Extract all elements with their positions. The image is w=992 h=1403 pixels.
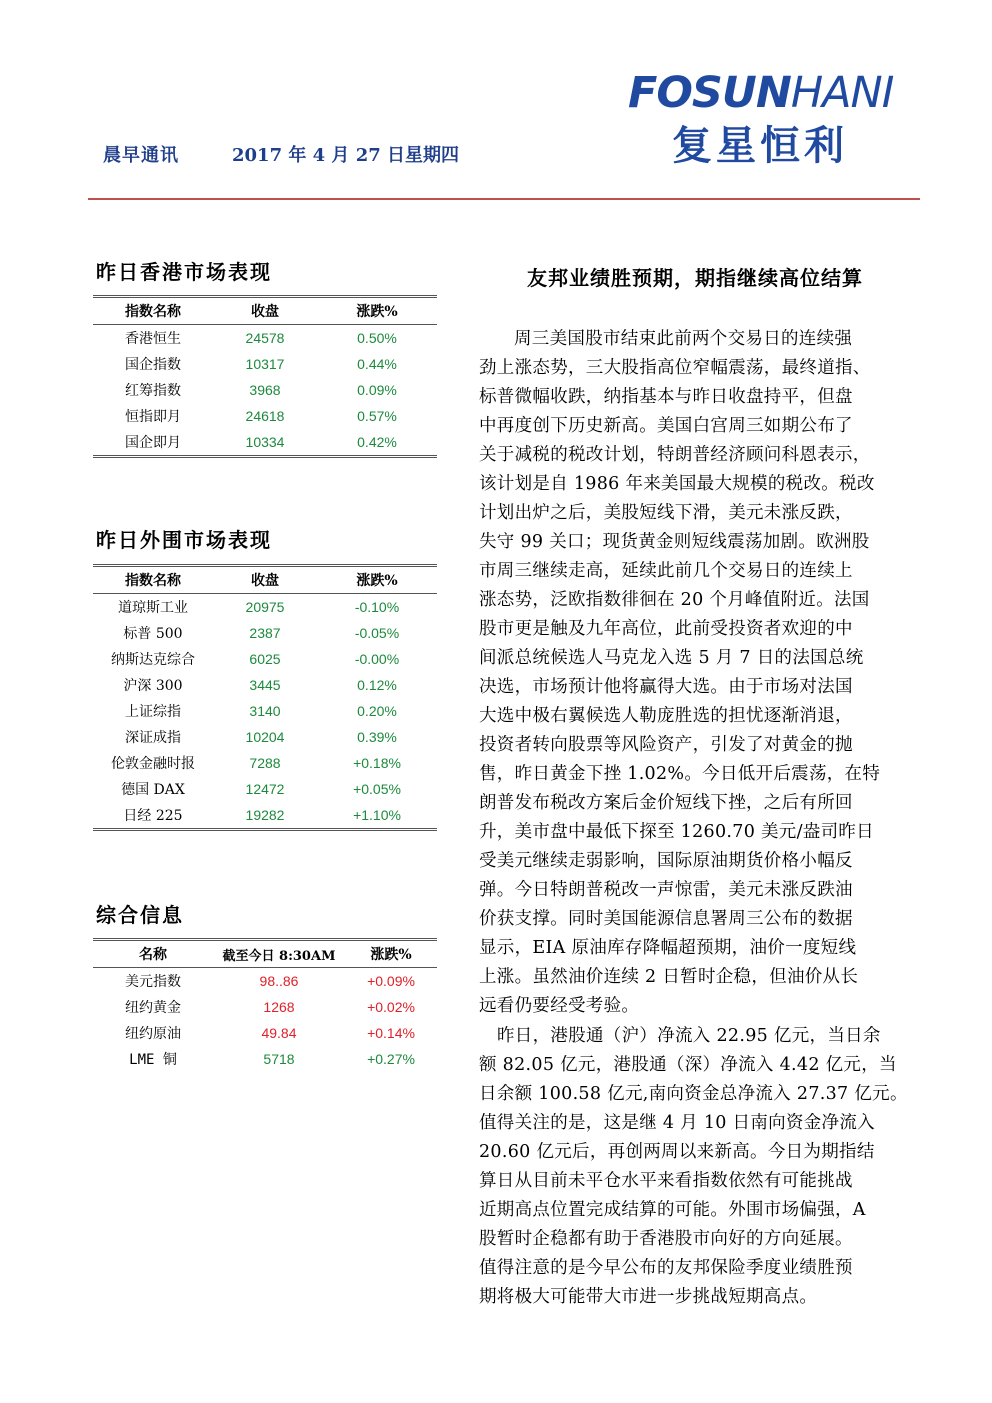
article-title: 友邦业绩胜预期，期指继续高位结算 — [527, 266, 863, 290]
table-row — [93, 377, 437, 403]
index-change: 0.50% — [357, 330, 397, 346]
article-line: 朗普发布税改方案后金价短线下挫，之后有所回 — [479, 793, 853, 813]
article-line: 周三美国股市结束此前两个交易日的连续强 — [514, 329, 853, 349]
article-line: 日余额 100.58 亿元,南向资金总净流入 27.37 亿元。 — [479, 1084, 908, 1104]
foreign-market-title: 昨日外围市场表现 — [96, 528, 272, 552]
index-name: 国企指数 — [125, 357, 181, 373]
index-name: 沪深 300 — [123, 678, 183, 694]
table-row — [93, 1046, 437, 1072]
article-line: 间派总统候选人马克龙入选 5 月 7 日的法国总统 — [479, 648, 864, 668]
col-header-change: 涨跌% — [356, 573, 398, 589]
table-row — [93, 776, 437, 802]
article-line: 股暂时企稳都有助于香港股市向好的方向延展。 — [479, 1229, 853, 1249]
index-name: 纳斯达克综合 — [111, 652, 195, 668]
table-header — [93, 295, 437, 325]
article-line: 显示，EIA 原油库存降幅超预期，油价一度短线 — [479, 938, 857, 958]
article-line: 值得关注的是，这是继 4 月 10 日南向资金净流入 — [479, 1113, 875, 1133]
index-close: 19282 — [245, 807, 285, 823]
table-header — [93, 938, 437, 968]
general-info-title: 综合信息 — [96, 903, 184, 927]
article-line: 市周三继续走高，延续此前几个交易日的连续上 — [479, 561, 853, 581]
article-line: 额 82.05 亿元，港股通（深）净流入 4.42 亿元，当 — [479, 1055, 897, 1075]
article-line: 大选中极右翼候选人勒庞胜选的担忧逐渐消退， — [479, 706, 853, 726]
table-row — [93, 594, 437, 620]
report-type: 晨早通讯 — [103, 145, 179, 166]
item-name: 美元指数 — [125, 974, 181, 990]
col-header-change: 涨跌% — [356, 304, 398, 320]
table-row — [93, 429, 437, 455]
index-name: 恒指即月 — [125, 409, 181, 425]
index-close: 20975 — [245, 599, 285, 615]
article-line: 弹。今日特朗普税改一声惊雷，美元未涨反跌油 — [479, 880, 853, 900]
logo-en-light: HANI — [790, 68, 894, 118]
article-line: 受美元继续走弱影响，国际原油期货价格小幅反 — [479, 851, 853, 871]
article-line: 值得注意的是今早公布的友邦保险季度业绩胜预 — [479, 1258, 853, 1278]
company-logo-en — [628, 68, 893, 118]
article-line: 远看仍要经受考验。 — [479, 996, 640, 1016]
item-value: 98..86 — [259, 973, 299, 989]
item-value: 5718 — [263, 1051, 295, 1067]
index-change: 0.39% — [357, 729, 397, 745]
index-close: 7288 — [249, 755, 281, 771]
article-line: 期将极大可能带大市进一步挑战短期高点。 — [479, 1287, 818, 1307]
index-name: 深证成指 — [125, 730, 181, 746]
foreign-market-table — [93, 564, 437, 831]
article-line: 关于减税的税改计划，特朗普经济顾问科恩表示， — [479, 445, 871, 465]
article-line: 上涨。虽然油价连续 2 日暂时企稳，但油价从长 — [479, 967, 859, 987]
table-row — [93, 403, 437, 429]
article-line: 股市更是触及九年高位，此前受投资者欢迎的中 — [479, 619, 853, 639]
article-line: 失守 99 关口；现货黄金则短线震荡加剧。欧洲股 — [479, 532, 870, 552]
article-line: 售，昨日黄金下挫 1.02%。今日低开后震荡，在特 — [479, 764, 881, 784]
article-line: 升，美市盘中最低下探至 1260.70 美元/盎司昨日 — [479, 822, 874, 842]
index-close: 10317 — [245, 356, 285, 372]
table-row — [93, 672, 437, 698]
index-name: 红筹指数 — [125, 383, 181, 399]
article-line: 价获支撑。同时美国能源信息署周三公布的数据 — [479, 909, 853, 929]
logo-en-bold: FOSUN — [628, 68, 791, 118]
article-line: 算日从目前未平仓水平来看指数依然有可能挑战 — [479, 1171, 853, 1191]
table-row — [93, 1020, 437, 1046]
table-row — [93, 698, 437, 724]
company-logo-cn: 复星恒利 — [672, 123, 848, 169]
table-row — [93, 750, 437, 776]
item-value: 49.84 — [261, 1025, 297, 1041]
table-row — [93, 994, 437, 1020]
index-close: 6025 — [249, 651, 281, 667]
col-header-name: 名称 — [139, 947, 167, 963]
index-close: 3140 — [249, 703, 281, 719]
table-row — [93, 620, 437, 646]
index-close: 3445 — [249, 677, 281, 693]
article-line: 涨态势，泛欧指数徘徊在 20 个月峰值附近。法国 — [479, 590, 870, 610]
index-change: 0.12% — [357, 677, 397, 693]
index-close: 3968 — [249, 382, 281, 398]
item-name: LME 铜 — [129, 1052, 177, 1068]
article-line: 投资者转向股票等风险资产，引发了对黄金的抛 — [479, 735, 853, 755]
article-paragraph-1 — [479, 325, 907, 1021]
index-close: 24578 — [245, 330, 285, 346]
item-change: +0.14% — [367, 1025, 415, 1041]
table-row — [93, 325, 437, 351]
col-header-name: 指数名称 — [125, 304, 181, 320]
general-info-table — [93, 938, 437, 1072]
article-line: 该计划是自 1986 年来美国最大规模的税改。税改 — [479, 474, 875, 494]
index-close: 2387 — [249, 625, 281, 641]
index-change: 0.44% — [357, 356, 397, 372]
table-header — [93, 564, 437, 594]
hk-market-table — [93, 295, 437, 458]
table-row — [93, 802, 437, 828]
col-header-close: 收盘 — [251, 573, 279, 589]
hk-market-rows — [93, 325, 437, 458]
index-close: 10204 — [245, 729, 285, 745]
index-change: -0.10% — [354, 599, 400, 615]
index-change: -0.00% — [354, 651, 400, 667]
index-name: 上证综指 — [125, 704, 181, 720]
index-name: 道琼斯工业 — [118, 600, 188, 616]
article-line: 近期高点位置完成结算的可能。外围市场偏强，A — [479, 1200, 866, 1220]
index-change: 0.09% — [357, 382, 397, 398]
index-change: 0.20% — [357, 703, 397, 719]
item-name: 纽约黄金 — [125, 1000, 181, 1016]
index-close: 24618 — [245, 408, 285, 424]
table-row — [93, 646, 437, 672]
index-change: -0.05% — [354, 625, 400, 641]
article-line: 中再度创下历史新高。美国白宫周三如期公布了 — [479, 416, 853, 436]
hk-market-title: 昨日香港市场表现 — [96, 260, 272, 284]
index-name: 标普 500 — [123, 626, 183, 642]
article-line: 决选，市场预计他将赢得大选。由于市场对法国 — [479, 677, 853, 697]
general-info-rows — [93, 968, 437, 1072]
index-change: +1.10% — [353, 807, 401, 823]
item-name: 纽约原油 — [125, 1026, 181, 1042]
col-header-close: 收盘 — [251, 304, 279, 320]
table-row — [93, 968, 437, 994]
article-line: 劲上涨态势，三大股指高位窄幅震荡，最终道指、 — [479, 358, 871, 378]
index-change: 0.42% — [357, 434, 397, 450]
item-change: +0.09% — [367, 973, 415, 989]
col-header-asof: 截至今日 8:30AM — [222, 948, 336, 964]
index-name: 日经 225 — [123, 808, 183, 824]
item-value: 1268 — [263, 999, 295, 1015]
article-line: 标普微幅收跌，纳指基本与昨日收盘持平，但盘 — [479, 387, 853, 407]
foreign-market-rows — [93, 594, 437, 831]
col-header-name: 指数名称 — [125, 573, 181, 589]
table-row — [93, 724, 437, 750]
item-change: +0.27% — [367, 1051, 415, 1067]
index-change: 0.57% — [357, 408, 397, 424]
article-line: 昨日，港股通（沪）净流入 22.95 亿元，当日余 — [497, 1026, 881, 1046]
index-name: 德国 DAX — [121, 782, 185, 798]
table-row — [93, 351, 437, 377]
index-name: 伦敦金融时报 — [111, 756, 195, 772]
index-change: +0.05% — [353, 781, 401, 797]
article-paragraph-2 — [479, 1022, 907, 1312]
col-header-change: 涨跌% — [370, 947, 412, 963]
header-divider — [88, 198, 920, 200]
article-line: 20.60 亿元后，再创两周以来新高。今日为期指结 — [479, 1142, 875, 1162]
index-change: +0.18% — [353, 755, 401, 771]
index-close: 10334 — [245, 434, 285, 450]
index-name: 香港恒生 — [125, 331, 181, 347]
index-name: 国企即月 — [125, 435, 181, 451]
item-change: +0.02% — [367, 999, 415, 1015]
article-line: 计划出炉之后，美股短线下滑，美元未涨反跌， — [479, 503, 853, 523]
report-date: 2017 年 4 月 27 日星期四 — [232, 145, 460, 166]
index-close: 12472 — [245, 781, 285, 797]
